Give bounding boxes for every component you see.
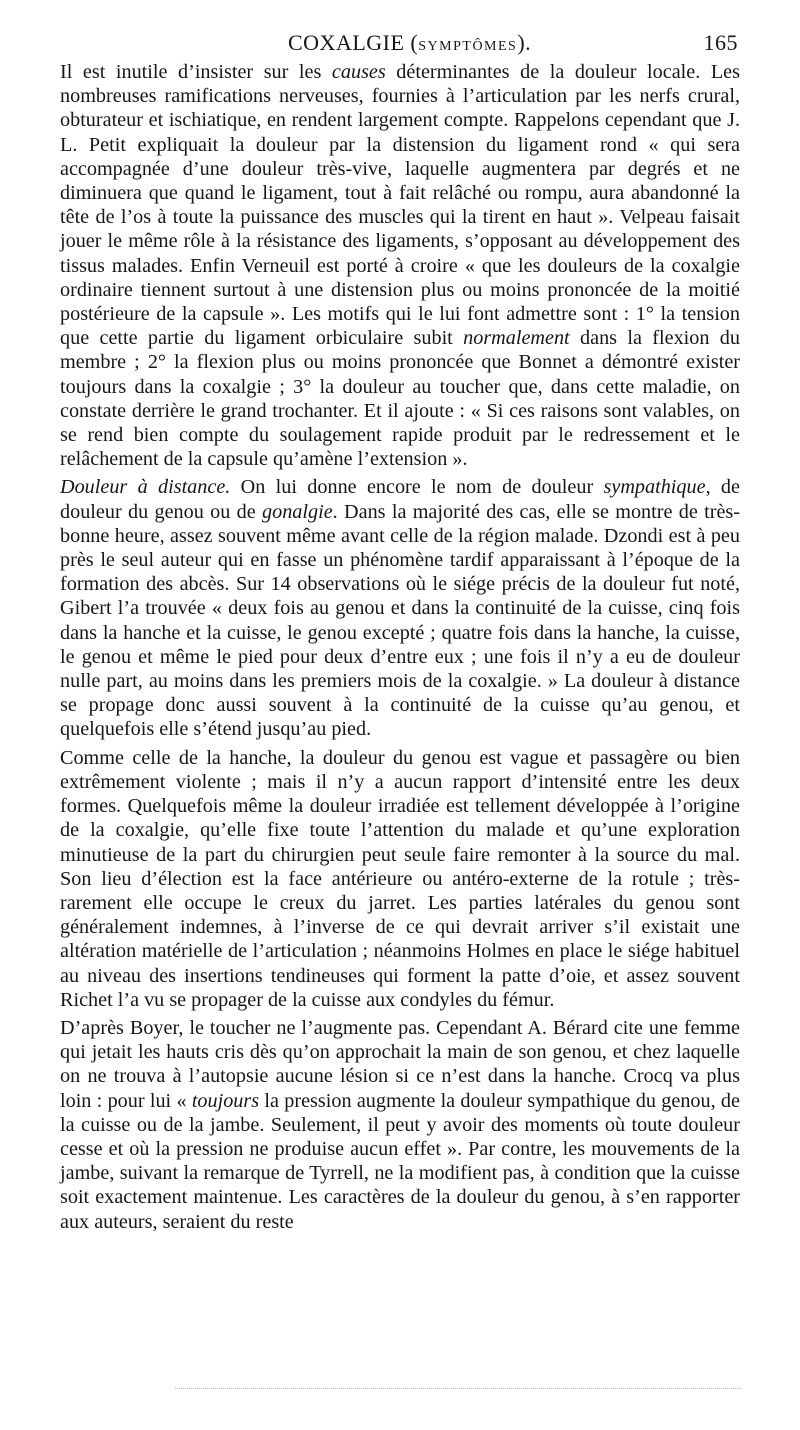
- text-run: la pression augmente la douleur sympathique du genou, de la cuisse ou de la jambe. Seulement, il peut y avoir des moments où toute douleur cesse et où la pression ne produise aucun effet ». Par contre, les mouvements de la jambe, suivant la remarque de Tyrrell, ne la modifient pas, à condition que la cuisse soit exactement maintenue. Les caractères de la douleur du genou, à s’en rapporter aux auteurs, seraient du reste: [60, 1089, 740, 1233]
- paragraph-local-pain-causes: [60, 60, 740, 471]
- italic-run: gonalgie: [262, 500, 333, 523]
- running-head-title-smallcaps: SYMPTÔMES: [418, 39, 518, 54]
- paragraph-knee-pain: [60, 746, 740, 1012]
- italic-run: sympathique: [603, 476, 706, 499]
- text-run: Comme celle de la hanche, la douleur du genou est vague et passagère ou bien extrêmement violente ; mais il n’y a aucun rapport d’intensité entre les deux formes. Quelquefois même la douleur irradiée est tellement développée à l’origine de la coxalgie, qu’elle fixe toute l’attention du malade et qu’une exploration minutieuse de la part du chirurgien peut seule faire remonter à la source du mal. Son lieu d’élection est la face antérieure ou antéro-externe de la rotule ; très-rarement elle occupe le creux du jarret. Les parties latérales du genou sont généralement indemnes, à l’inverse de ce qui devrait arriver s’il existait une altération matérielle de l’articulation ; néanmoins Holmes en place le siége habituel au niveau des insertions tendineuses qui forment la patte d’oie, et assez souvent Richet l’a vu se propager de la cuisse aux condyles du fémur.: [60, 746, 740, 1011]
- running-head: [60, 30, 740, 58]
- page-number: 165: [703, 30, 738, 55]
- text-run: déterminantes de la douleur locale. Les nombreuses ramifications nerveuses, fournies à l’articulation par les nerfs crural, obturateur et ischiatique, en rendent largement compte. Rappelons cependant que J. L. Petit expliquait la douleur par la distension du ligament rond « qui sera accompagnée d’une douleur très-vive, laquelle augmentera par degrés et ne diminuera que quand le ligament, tout à fait relâché ou rompu, aura abandonné la tête de l’os à toute la puissance des muscles qui la tirent en haut ». Velpeau faisait jouer le même rôle à la résistance des ligaments, s’opposant au développement des tissus malades. Enfin Verneuil est porté à croire « que les douleurs de la coxalgie ordinaire tiennent surtout à une distension plus ou moins prononcée de la moitié postérieure de la capsule ». Les motifs qui le lui font admettre sont : 1° la tension que cette partie du ligament orbiculaire subit: [60, 61, 740, 350]
- text-run: D’après Boyer, le toucher ne l’augmente pas. Cependant A. Bérard cite une femme qui jetait les hauts cris dès qu’on approchait la main de son genou, et chez laquelle on ne trouva à l’autopsie aucune lésion si ce n’est dans la hanche. Crocq va plus loin : pour lui «: [60, 1016, 740, 1112]
- footer-rule: [175, 1388, 740, 1389]
- paragraph-pressure-effect: [60, 1016, 740, 1234]
- text-run: On lui donne encore le nom de douleur: [230, 476, 604, 499]
- text-run: Il est inutile d’insister sur les: [60, 61, 332, 83]
- italic-run: normalement: [463, 327, 570, 350]
- italic-run: causes: [331, 61, 386, 83]
- running-head-title: [288, 30, 531, 56]
- text-run: dans la flexion du membre ; 2° la flexion plus ou moins prononcée que Bonnet a démontré exister toujours dans la coxalgie ; 3° la douleur au toucher que, dans cette maladie, on constate derrière le grand trochanter. Et il ajoute : « Si ces raisons sont valables, on se rend bien compte du soulagement rapide produit par le redressement et le relâchement de la capsule qu’amène l’extension ».: [60, 327, 740, 471]
- body-text: [60, 60, 740, 1238]
- running-head-title-end: ).: [517, 30, 532, 55]
- italic-run: toujours: [191, 1089, 260, 1112]
- italic-run: Douleur à distance.: [60, 476, 231, 499]
- text-run: . Dans la majorité des cas, elle se montre de très-bonne heure, assez souvent même avant celle de la région malade. Dzondi est à peu près le seul auteur qui en fasse un phénomène tardif apparaissant à l’époque de la formation des abcès. Sur 14 observations où le siége précis de la douleur fut noté, Gibert l’a trouvée « deux fois au genou et dans la continuité de la cuisse, cinq fois dans la hanche et la cuisse, le genou excepté ; quatre fois dans la hanche, la cuisse, le genou et même le pied pour deux d’entre eux ; une fois il n’y a eu de douleur nulle part, au moins dans les premiers mois de la coxalgie. » La douleur à distance se propage donc aussi souvent à la continuité de la cuisse qu’au genou, et quelquefois elle s’étend jusqu’au pied.: [60, 500, 740, 741]
- text-run: , de douleur du genou ou de: [60, 476, 740, 523]
- paragraph-distant-pain: [60, 475, 740, 741]
- running-head-title-main: COXALGIE (: [288, 30, 419, 55]
